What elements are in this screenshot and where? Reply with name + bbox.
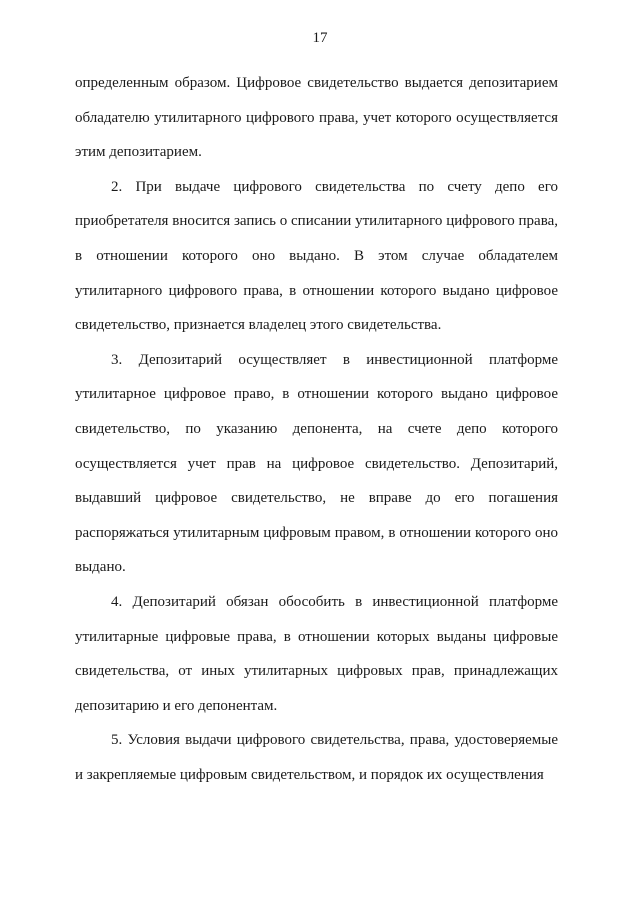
page-number: 17 xyxy=(312,30,328,46)
paragraph-5: 5. Условия выдачи цифрового свидетельства, права, удостоверяемые и закрепляемые цифровым свидетельством, и порядок их осуществления xyxy=(75,732,558,783)
paragraph-continuation: определенным образом. Цифровое свидетельство выдается депозитарием обладателю утилитарного цифрового права, учет которого осуществляется этим депозитарием. xyxy=(75,75,558,161)
paragraph-3: 3. Депозитарий осуществляет в инвестиционной платформе утилитарное цифровое право, в отношении которого выдано цифровое свидетельство, по указанию депонента, на счете депо которого осуществляется учет прав на цифровое свидетельство. Депозитарий, выдавший цифровое свидетельство, не вправе до его погашения распоряжаться утилитарным цифровым правом, в отношении которого оно выдано. xyxy=(75,351,558,576)
document-body xyxy=(75,66,558,792)
paragraph-4: 4. Депозитарий обязан обособить в инвестиционной платформе утилитарные цифровые права, в отношении которых выданы цифровые свидетельства, от иных утилитарных цифровых прав, принадлежащих депозитарию и его депонентам. xyxy=(75,593,558,714)
paragraph-2: 2. При выдаче цифрового свидетельства по счету депо его приобретателя вносится запись о списании утилитарного цифрового права, в отношении которого оно выдано. В этом случае обладателем утилитарного цифрового права, в отношении которого выдано цифровое свидетельство, признается владелец этого свидетельства. xyxy=(75,178,558,334)
